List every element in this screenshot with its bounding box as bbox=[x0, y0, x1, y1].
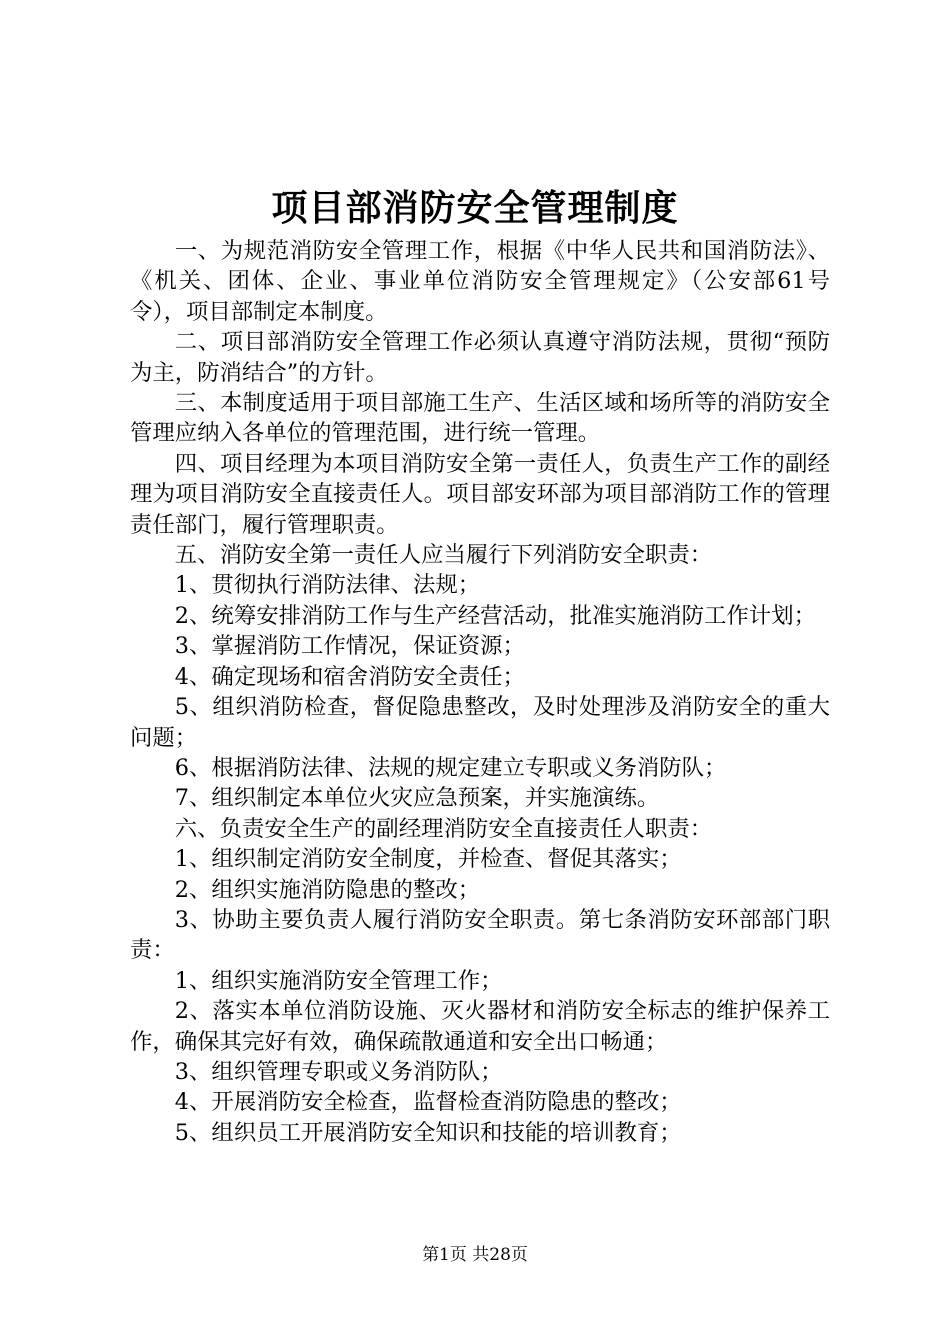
list-item: 7、组织制定本单位火灾应急预案，并实施演练。 bbox=[174, 785, 660, 812]
list-item: 2、统筹安排消防工作与生产经营活动，批准实施消防工作计划； bbox=[174, 602, 816, 629]
paragraph-4: 四、项目经理为本项目消防安全第一责任人，负责生产工作的副经理为项目消防安全直接责任人。项目部安环部为项目部消防工作的管理责任部门，履行管理职责。 bbox=[130, 450, 830, 538]
list-item: 3、协助主要负责人履行消防安全职责。第七条消防安环部部门职责： bbox=[130, 906, 830, 964]
list-item: 4、开展消防安全检查，监督检查消防隐患的整改； bbox=[174, 1089, 682, 1116]
paragraph-2: 二、项目部消防安全管理工作必须认真遵守消防法规，贯彻“预防为主，防消结合”的方针。 bbox=[130, 329, 830, 386]
list-item: 1、组织制定消防安全制度，并检查、督促其落实； bbox=[174, 846, 682, 873]
list-item: 2、组织实施消防隐患的整改； bbox=[174, 876, 481, 903]
list-item: 2、落实本单位消防设施、灭火器材和消防安全标志的维护保养工作，确保其完好有效，确保疏散通道和安全出口畅通； bbox=[130, 998, 830, 1055]
list-item: 5、组织员工开展消防安全知识和技能的培训教育； bbox=[174, 1119, 682, 1146]
document-body bbox=[130, 236, 830, 1148]
list-item: 4、确定现场和宿舍消防安全责任； bbox=[174, 663, 525, 690]
page-title: 项目部消防安全管理制度 bbox=[271, 187, 679, 229]
page-footer: 第1页 共28页 bbox=[422, 1245, 528, 1265]
list-item: 1、贯彻执行消防法律、法规； bbox=[174, 572, 481, 599]
list-item: 3、组织管理专职或义务消防队； bbox=[174, 1058, 503, 1085]
paragraph-3: 三、本制度适用于项目部施工生产、生活区域和场所等的消防安全管理应纳入各单位的管理范围，进行统一管理。 bbox=[130, 390, 830, 447]
list-item: 5、组织消防检查，督促隐患整改，及时处理涉及消防安全的重大问题； bbox=[130, 694, 830, 751]
list-item: 6、根据消防法律、法规的规定建立专职或义务消防队； bbox=[174, 754, 727, 781]
paragraph-5: 五、消防安全第一责任人应当履行下列消防安全职责： bbox=[174, 542, 713, 569]
paragraph-1: 一、为规范消防安全管理工作，根据《中华人民共和国消防法》、《机关、团体、企业、事业单位消防安全管理规定》（公安部61号令），项目部制定本制度。 bbox=[130, 238, 830, 325]
list-item: 3、掌握消防工作情况，保证资源； bbox=[174, 633, 525, 660]
list-item: 1、组织实施消防安全管理工作； bbox=[174, 967, 503, 994]
paragraph-6: 六、负责安全生产的副经理消防安全直接责任人职责： bbox=[174, 815, 713, 842]
